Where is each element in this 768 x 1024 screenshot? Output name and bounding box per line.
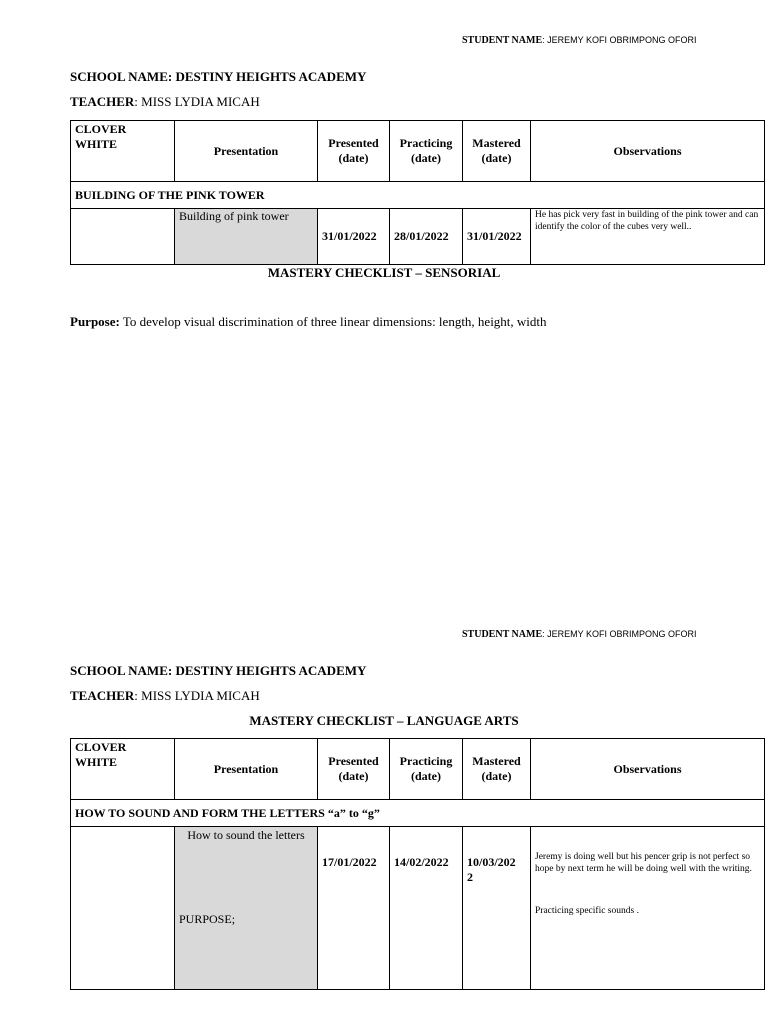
table-row <box>71 209 765 265</box>
header-practicing: Practicing (date) <box>390 739 463 800</box>
mastered-date: 10/03/202 2 <box>463 827 531 990</box>
header-presented: Presented (date) <box>318 739 390 800</box>
class-name-cell <box>71 739 175 800</box>
header-mastered: Mastered (date) <box>463 121 531 182</box>
header-observations: Observations <box>531 121 765 182</box>
purpose-label: PURPOSE; <box>179 912 236 926</box>
purpose-line <box>70 314 547 330</box>
teacher-line <box>70 94 260 110</box>
class-name-line1: CLOVER <box>75 122 127 136</box>
teacher-line <box>70 688 260 704</box>
section-title: HOW TO SOUND AND FORM THE LETTERS “a” to “g” <box>71 800 765 827</box>
empty-cell <box>71 827 175 990</box>
page-title: MASTERY CHECKLIST – LANGUAGE ARTS <box>249 713 519 728</box>
school-name: SCHOOL NAME: DESTINY HEIGHTS ACADEMY <box>70 69 367 84</box>
student-name-line <box>462 35 696 46</box>
table-row <box>71 827 765 990</box>
header-presentation: Presentation <box>175 121 318 182</box>
practicing-date: 28/01/2022 <box>390 209 463 265</box>
teacher-value: : MISS LYDIA MICAH <box>134 688 260 703</box>
header-mastered: Mastered (date) <box>463 739 531 800</box>
student-name-label: STUDENT NAME <box>462 35 543 46</box>
purpose-text: To develop visual discrimination of three linear dimensions: length, height, width <box>119 314 547 329</box>
presentation-cell <box>175 827 318 990</box>
checklist-table-language <box>70 738 765 990</box>
observation-text-2: Practicing specific sounds . <box>535 906 639 916</box>
student-name-value: : JEREMY KOFI OBRIMPONG OFORI <box>542 35 697 45</box>
header-practicing: Practicing (date) <box>390 121 463 182</box>
observation-cell <box>531 827 765 990</box>
teacher-label: TEACHER <box>70 94 135 109</box>
header-presentation: Presentation <box>175 739 318 800</box>
class-name-line2: WHITE <box>75 137 118 151</box>
observation-text: Jeremy is doing well but his pencer grip is not perfect so hope by next term he will be doing well with the writing. <box>535 852 752 874</box>
checklist-table-sensorial <box>70 120 765 265</box>
student-name-label: STUDENT NAME <box>462 629 543 640</box>
student-name-line <box>462 629 696 640</box>
practicing-date: 14/02/2022 <box>390 827 463 990</box>
mastered-date: 31/01/2022 <box>463 209 531 265</box>
class-name-line2: WHITE <box>75 755 118 769</box>
teacher-value: : MISS LYDIA MICAH <box>134 94 260 109</box>
student-name-value: : JEREMY KOFI OBRIMPONG OFORI <box>542 629 697 639</box>
header-observations: Observations <box>531 739 765 800</box>
header-presented: Presented (date) <box>318 121 390 182</box>
presentation-cell: Building of pink tower <box>175 209 318 265</box>
teacher-label: TEACHER <box>70 688 135 703</box>
section-title: BUILDING OF THE PINK TOWER <box>71 182 765 209</box>
school-name: SCHOOL NAME: DESTINY HEIGHTS ACADEMY <box>70 663 367 678</box>
presentation-text: How to sound the letters <box>187 828 305 842</box>
class-name-cell <box>71 121 175 182</box>
presented-date: 31/01/2022 <box>318 209 390 265</box>
observation-cell: He has pick very fast in building of the pink tower and can identify the color of the cubes very well.. <box>531 209 765 265</box>
page-title: MASTERY CHECKLIST – SENSORIAL <box>267 265 501 280</box>
empty-cell <box>71 209 175 265</box>
presented-date: 17/01/2022 <box>318 827 390 990</box>
purpose-label: Purpose: <box>70 314 120 329</box>
class-name-line1: CLOVER <box>75 740 127 754</box>
